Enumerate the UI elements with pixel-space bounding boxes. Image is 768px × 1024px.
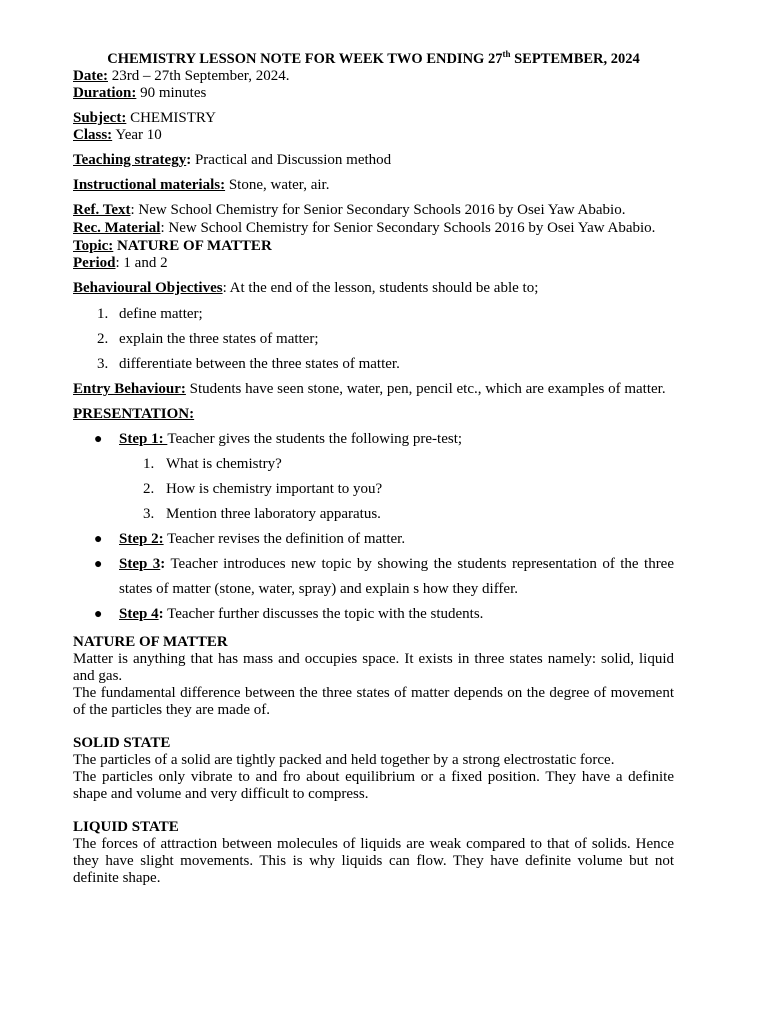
duration-value: 90 minutes: [136, 85, 207, 101]
bullet-icon: ●: [94, 607, 103, 622]
list-number: 2.: [143, 481, 155, 497]
title-text-end: SEPTEMBER, 2024: [510, 51, 640, 67]
list-number: 2.: [97, 331, 109, 347]
ref-text-value: : New School Chemistry for Senior Secondary Schools 2016 by Osei Yaw Ababio.: [130, 202, 626, 218]
list-item: [73, 502, 674, 527]
pretest-sublist: [73, 452, 674, 527]
instructional-materials-value: Stone, water, air.: [225, 177, 330, 193]
period-value: : 1 and 2: [115, 255, 168, 271]
step-text: Teacher revises the definition of matter.: [163, 531, 406, 547]
topic-line: [73, 238, 674, 255]
bullet-icon: ●: [94, 557, 103, 572]
list-item-text: How is chemistry important to you?: [166, 481, 383, 497]
bullet-icon: ●: [94, 532, 103, 547]
solid-state-heading: SOLID STATE: [73, 735, 171, 751]
list-item: [73, 477, 674, 502]
list-item-text: explain the three states of matter;: [119, 331, 319, 347]
period-label: Period: [73, 255, 116, 271]
topic-label: Topic:: [73, 238, 114, 254]
step-text: Teacher gives the students the following pre-test;: [167, 431, 463, 447]
entry-behaviour-value: Students have seen stone, water, pen, pencil etc., which are examples of matter.: [185, 381, 666, 397]
list-number: 1.: [97, 306, 109, 322]
date-label: Date:: [73, 68, 108, 84]
step-colon: :: [160, 556, 166, 572]
liquid-state-paragraph-1: The forces of attraction between molecules of liquids are weak compared to that of solids. Hence they have slight movements. This is why liquids can flow. They have definite volume but not definite shape.: [73, 836, 674, 886]
duration-label: Duration:: [73, 85, 137, 101]
list-item: [73, 302, 674, 327]
step-text: Teacher introduces new topic by showing the students representation of the three states of matter (stone, water, spray) and explain s how they differ.: [119, 556, 674, 597]
list-item-text: Mention three laboratory apparatus.: [166, 506, 381, 522]
list-item-text: define matter;: [119, 306, 203, 322]
subject-label: Subject:: [73, 110, 127, 126]
step-label: Step 3: [119, 556, 161, 572]
rec-material-line: [73, 219, 674, 238]
list-item-text: differentiate between the three states of matter.: [119, 356, 400, 372]
step-colon: :: [158, 606, 164, 622]
behavioural-objectives-label: Behavioural Objectives: [73, 280, 223, 296]
list-item-text: What is chemistry?: [166, 456, 282, 472]
class-value: Year 10: [112, 127, 162, 143]
title-text: CHEMISTRY LESSON NOTE FOR WEEK TWO ENDING 27: [107, 51, 503, 67]
duration-line: [73, 85, 674, 102]
instructional-materials-line: [73, 177, 674, 194]
step-item: [73, 602, 674, 627]
teaching-strategy-value: Practical and Discussion method: [191, 152, 392, 168]
lesson-note: [73, 51, 674, 887]
teaching-strategy-colon: :: [186, 152, 192, 168]
instructional-materials-label: Instructional materials:: [73, 177, 226, 193]
presentation-label: PRESENTATION:: [73, 406, 195, 422]
document-title: [73, 51, 674, 68]
list-item: [73, 352, 674, 377]
ref-text-line: [73, 202, 674, 219]
subject-line: [73, 110, 674, 127]
list-item: [73, 452, 674, 477]
liquid-state-heading: LIQUID STATE: [73, 819, 179, 835]
date-line: [73, 68, 674, 85]
teaching-strategy-label: Teaching strategy: [73, 152, 187, 168]
class-label: Class:: [73, 127, 113, 143]
rec-material-label: Rec. Material: [73, 220, 161, 236]
topic-value: NATURE OF MATTER: [113, 238, 272, 254]
step-text: Teacher further discusses the topic with the students.: [163, 606, 484, 622]
pretest-list: [73, 452, 674, 527]
objectives-list: [73, 302, 674, 377]
ref-text-label: Ref. Text: [73, 202, 131, 218]
step-item: [73, 427, 674, 452]
step-label: Step 4: [119, 606, 159, 622]
list-number: 3.: [97, 356, 109, 372]
step-label: Step 1:: [119, 431, 168, 447]
nature-of-matter-paragraph-1: Matter is anything that has mass and occupies space. It exists in three states namely: solid, liquid and gas.: [73, 651, 674, 684]
behavioural-objectives-line: [73, 280, 674, 297]
list-number: 1.: [143, 456, 155, 472]
behavioural-objectives-value: : At the end of the lesson, students should be able to;: [222, 280, 539, 296]
steps-list: [73, 427, 674, 627]
period-line: [73, 255, 674, 272]
date-value: 23rd – 27th September, 2024.: [107, 68, 290, 84]
step-item: [73, 527, 674, 552]
list-number: 3.: [143, 506, 155, 522]
list-item: [73, 327, 674, 352]
nature-of-matter-heading: NATURE OF MATTER: [73, 634, 228, 650]
nature-of-matter-paragraph-2: The fundamental difference between the three states of matter depends on the degree of movement of the particles they are made of.: [73, 685, 674, 718]
teaching-strategy-line: [73, 152, 674, 169]
entry-behaviour-label: Entry Behaviour:: [73, 381, 186, 397]
title-superscript: th: [502, 49, 511, 60]
solid-state-paragraph-2: The particles only vibrate to and fro about equilibrium or a fixed position. They have a definite shape and volume and very difficult to compress.: [73, 769, 674, 802]
solid-state-paragraph-1: The particles of a solid are tightly packed and held together by a strong electrostatic force.: [73, 752, 615, 768]
rec-material-value: : New School Chemistry for Senior Secondary Schools 2016 by Osei Yaw Ababio.: [160, 220, 656, 236]
subject-value: CHEMISTRY: [126, 110, 216, 126]
step-item: [73, 552, 674, 602]
bullet-icon: ●: [94, 432, 103, 447]
presentation-heading: [73, 402, 674, 427]
entry-behaviour-paragraph: [73, 377, 674, 402]
class-line: [73, 127, 674, 144]
step-label: Step 2:: [119, 531, 164, 547]
